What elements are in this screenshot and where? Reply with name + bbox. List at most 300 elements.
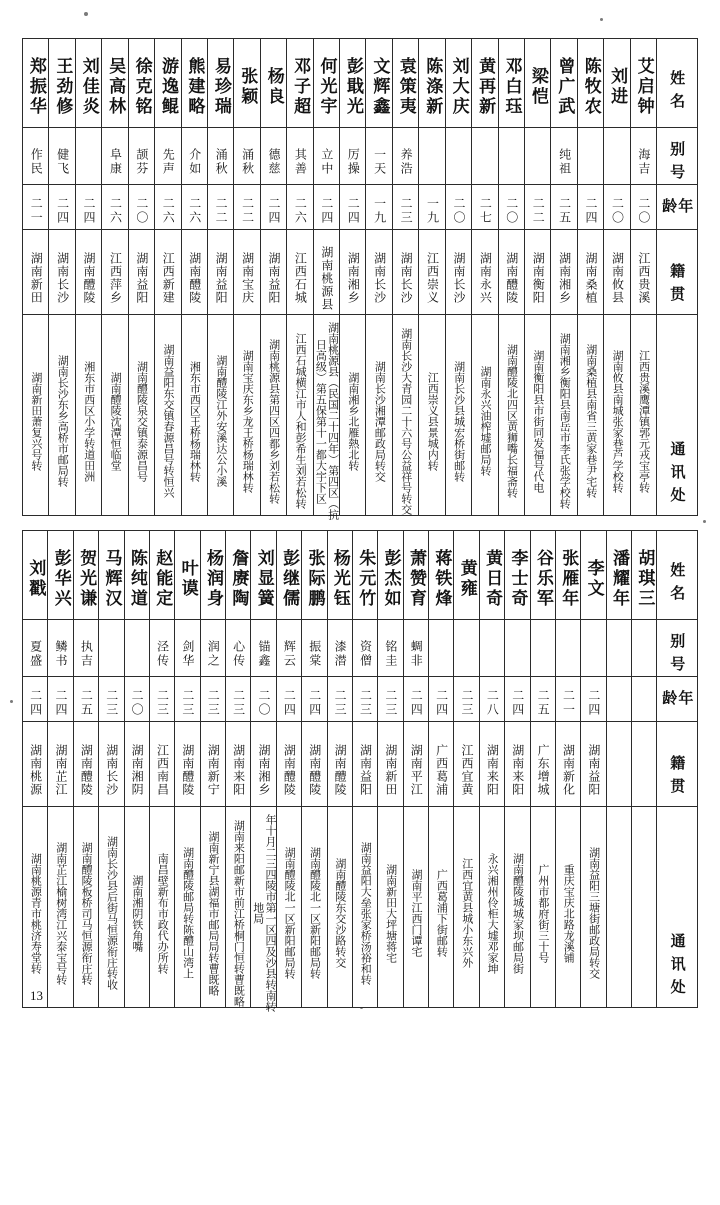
cell-text: 二四	[434, 689, 449, 717]
cell-native	[581, 722, 606, 807]
cell-name	[327, 531, 352, 620]
cell-text: 湖南醴陵江外安溪达公小溪	[214, 355, 228, 487]
cell-text: 湖南醴陵	[333, 744, 348, 796]
roster-table-lower	[22, 530, 698, 1012]
cell-alias	[498, 128, 524, 185]
cell-text: 湖南长沙	[451, 252, 466, 304]
cell-native	[454, 722, 479, 807]
cell-text: 二四	[282, 689, 297, 717]
cell-age	[577, 185, 603, 230]
cell-alias	[287, 128, 313, 185]
cell-age	[302, 677, 327, 722]
cell-text: 湖南长沙县后街马恒源衔庄转收	[105, 836, 119, 990]
cell-native	[207, 230, 233, 315]
cell-address	[124, 807, 149, 1008]
cell-text: 袁策夷	[395, 57, 416, 117]
cell-name	[23, 39, 49, 128]
cell-address	[606, 807, 631, 1008]
cell-name	[200, 531, 225, 620]
cell-alias	[551, 128, 577, 185]
column-header-name	[657, 39, 698, 128]
cell-native	[327, 722, 352, 807]
cell-address	[73, 807, 98, 1008]
cell-text: 二〇	[134, 197, 149, 225]
cell-age	[403, 677, 428, 722]
cell-age	[276, 677, 301, 722]
cell-text: 湖南益阳三塘街邮政局转交	[587, 847, 601, 979]
cell-text: 湖南桃源县（民国二十四年）第四区（抗日高级）第五保第十一都大宇下区	[314, 322, 340, 520]
cell-name	[505, 531, 530, 620]
cell-age	[366, 185, 392, 230]
cell-text: 湖南醴陵	[79, 744, 94, 796]
cell-text: 杨润身	[202, 549, 223, 609]
cell-age	[49, 185, 75, 230]
cell-text: 蜩非	[409, 640, 424, 668]
roster-tables	[22, 38, 698, 1012]
cell-alias	[630, 128, 656, 185]
cell-text: 湖南新宁	[206, 744, 221, 796]
cell-address	[155, 315, 181, 516]
cell-native	[23, 230, 49, 315]
cell-name	[581, 531, 606, 620]
cell-address	[207, 315, 233, 516]
cell-text: 湘东市西区小学转道田洲	[82, 360, 96, 482]
cell-text: 萧赞育	[405, 549, 426, 609]
cell-text: 二四	[510, 689, 525, 717]
cell-alias	[149, 620, 174, 677]
cell-native	[366, 230, 392, 315]
cell-name	[49, 39, 75, 128]
cell-name	[632, 531, 657, 620]
cell-native	[75, 230, 101, 315]
cell-text: 湖南醴陵沈潭恒临堂	[109, 371, 123, 471]
cell-text: 夏盛	[28, 640, 43, 668]
cell-address	[149, 807, 174, 1008]
cell-alias	[73, 620, 98, 677]
cell-age	[23, 185, 49, 230]
cell-text: 湖南醴陵城城家坝邮局街	[511, 852, 525, 974]
column-header-address	[657, 315, 698, 516]
cell-text: 江西崇义	[425, 252, 440, 304]
cell-address	[260, 315, 286, 516]
cell-text: 湖南醴陵	[187, 252, 202, 304]
cell-text: 二二	[214, 197, 229, 225]
cell-name	[577, 39, 603, 128]
cell-native	[352, 722, 377, 807]
cell-text: 二〇	[610, 197, 625, 225]
cell-text: 湖南来阳邮新市前江桥桐门恒转曹既略	[232, 819, 246, 1007]
cell-alias	[525, 128, 551, 185]
cell-text: 张际鹏	[304, 549, 325, 609]
cell-text: 贺光谦	[76, 549, 97, 609]
cell-address	[340, 315, 366, 516]
cell-text: 刘大庆	[448, 57, 469, 117]
cell-text: 湖南湘乡	[346, 252, 361, 304]
cell-text: 二四	[54, 689, 69, 717]
cell-text: 二六	[108, 197, 123, 225]
cell-age	[226, 677, 251, 722]
cell-text: 湖南芷江	[54, 744, 69, 796]
cell-text: 江西贵溪鹰潭镇郭元戎宝亭转	[637, 349, 651, 493]
column-header-native	[657, 722, 698, 807]
cell-address	[175, 807, 200, 1008]
cell-text: 文辉鑫	[369, 57, 390, 117]
column-header-text: 别号	[668, 633, 687, 679]
cell-age	[525, 185, 551, 230]
cell-text: 湖南永兴油榨墟邮局转	[479, 366, 493, 476]
cell-age	[155, 185, 181, 230]
cell-text: 李士奇	[507, 549, 528, 609]
column-header-native	[657, 230, 698, 315]
cell-alias	[472, 128, 498, 185]
cell-native	[630, 230, 656, 315]
cell-text: 铭圭	[383, 640, 398, 668]
cell-text: 润之	[206, 640, 221, 668]
cell-native	[340, 230, 366, 315]
cell-text: 湖南醴陵	[282, 744, 297, 796]
cell-age	[181, 185, 207, 230]
cell-text: 江西宜黄县城小东兴外	[460, 858, 474, 968]
cell-age	[287, 185, 313, 230]
cell-text: 湖南醴陵	[307, 744, 322, 796]
cell-text: 湖南醴陵	[180, 744, 195, 796]
cell-text: 漆潜	[333, 640, 348, 668]
cell-text: 湖南宝庆东乡龙王桥杨瑞林转	[241, 349, 255, 493]
cell-text: 二一	[29, 197, 44, 225]
roster-row-age	[23, 677, 698, 722]
cell-text: 广东增城	[536, 744, 551, 796]
cell-text: 江西崇义县景城内转	[426, 371, 440, 471]
cell-address	[276, 807, 301, 1008]
column-header-name	[657, 531, 698, 620]
cell-address	[366, 315, 392, 516]
cell-text: 其善	[293, 148, 308, 176]
cell-name	[630, 39, 656, 128]
cell-name	[234, 39, 260, 128]
cell-text: 陈牧农	[580, 57, 601, 117]
cell-alias	[479, 620, 504, 677]
cell-text: 介如	[187, 148, 202, 176]
roster-table-upper	[22, 38, 698, 520]
cell-age	[498, 185, 524, 230]
cell-age	[175, 677, 200, 722]
column-header-address	[657, 807, 698, 1008]
cell-name	[226, 531, 251, 620]
cell-text: 彭戢光	[342, 57, 363, 117]
cell-name	[366, 39, 392, 128]
cell-native	[403, 722, 428, 807]
cell-text: 广西葛浦	[434, 744, 449, 796]
cell-text: 潘耀年	[608, 549, 629, 609]
cell-text: 何光宇	[316, 57, 337, 117]
cell-native	[472, 230, 498, 315]
cell-text: 邓白珏	[501, 57, 522, 117]
cell-name	[479, 531, 504, 620]
cell-text: 湖南益阳东交镇春源昌号转恒兴	[161, 344, 175, 498]
cell-text: 刘戳	[25, 559, 46, 599]
cell-text: 胡琪三	[634, 549, 655, 609]
cell-name	[175, 531, 200, 620]
cell-age	[632, 677, 657, 722]
cell-text: 湖南湘乡衡阳县南岳市李氏张学校转	[558, 333, 572, 509]
cell-text: 刘佳炎	[78, 57, 99, 117]
cell-text: 易珍瑞	[210, 57, 231, 117]
cell-text: 锚鑫	[257, 640, 272, 668]
cell-alias	[226, 620, 251, 677]
cell-address	[75, 315, 101, 516]
cell-text: 二〇	[504, 197, 519, 225]
cell-age	[251, 677, 276, 722]
column-header-text: 通讯处	[668, 440, 687, 510]
cell-text: 厉操	[346, 148, 361, 176]
cell-age	[75, 185, 101, 230]
cell-text: 湖南湘阴	[130, 744, 145, 796]
cell-alias	[102, 128, 128, 185]
cell-name	[128, 39, 154, 128]
cell-text: 朱元竹	[355, 549, 376, 609]
cell-text: 游逸鲲	[158, 57, 178, 117]
cell-text: 二三	[180, 689, 195, 717]
cell-text: 梁恺	[527, 67, 548, 107]
cell-text: 二四	[266, 197, 281, 225]
cell-native	[505, 722, 530, 807]
cell-text: 二四	[319, 197, 334, 225]
cell-text: 二六	[293, 197, 308, 225]
cell-address	[181, 315, 207, 516]
cell-text: 湖南芷江榆树湾江兴泰宝号转	[54, 841, 68, 985]
cell-text: 二三	[333, 689, 348, 717]
cell-text: 资僧	[358, 640, 373, 668]
cell-age	[128, 185, 154, 230]
cell-alias	[313, 128, 339, 185]
cell-native	[73, 722, 98, 807]
cell-text: 谷乐军	[532, 549, 553, 609]
cell-text: 江西贵溪	[636, 252, 651, 304]
cell-text: 湖南桃源	[28, 744, 43, 796]
cell-text: 德慈	[266, 148, 281, 176]
cell-text: 二五	[79, 689, 94, 717]
cell-text: 湖南桃源县第四区四都乡刘若松转	[267, 338, 281, 504]
cell-age	[630, 185, 656, 230]
cell-text: 永兴湘州伶柜大墟邓家坤	[486, 852, 500, 974]
cell-alias	[581, 620, 606, 677]
column-header-text: 年龄	[660, 197, 695, 221]
cell-address	[128, 315, 154, 516]
cell-text: 心传	[231, 640, 246, 668]
cell-address	[49, 315, 75, 516]
cell-text: 湖南醴陵	[504, 252, 519, 304]
cell-text: 二四	[55, 197, 70, 225]
cell-text: 湖南醴陵板桥司马恒源衔庄转	[80, 841, 94, 985]
cell-native	[234, 230, 260, 315]
cell-address	[327, 807, 352, 1008]
cell-alias	[207, 128, 233, 185]
cell-text: 湖南新田大坪塘蒋宅	[384, 863, 398, 963]
cell-address	[287, 315, 313, 516]
cell-alias	[276, 620, 301, 677]
column-header-text: 姓名	[668, 70, 687, 116]
column-header-text: 通讯处	[668, 932, 687, 1002]
cell-text: 二七	[478, 197, 493, 225]
cell-name	[155, 39, 181, 128]
cell-age	[234, 185, 260, 230]
cell-alias	[555, 620, 580, 677]
cell-text: 振棠	[307, 640, 322, 668]
cell-age	[73, 677, 98, 722]
cell-text: 陈涤新	[422, 57, 443, 117]
cell-text: 南昌壁新布市政代办所转	[156, 852, 170, 974]
cell-alias	[251, 620, 276, 677]
cell-text: 马辉汉	[101, 549, 122, 609]
cell-text: 湖南湘乡北雁熱北转	[346, 371, 360, 471]
cell-alias	[366, 128, 392, 185]
column-header-text: 籍贯	[668, 263, 687, 309]
cell-text: 黄日奇	[482, 549, 503, 609]
cell-alias	[327, 620, 352, 677]
cell-address	[525, 315, 551, 516]
cell-text: 二三	[206, 689, 221, 717]
cell-address	[551, 315, 577, 516]
cell-text: 湖南新田	[29, 252, 44, 304]
cell-age	[392, 185, 418, 230]
cell-text: 郑振华	[25, 57, 46, 117]
cell-text: 邓子超	[290, 57, 311, 117]
cell-text: 湖南长沙	[372, 252, 387, 304]
cell-name	[276, 531, 301, 620]
cell-text: 泾传	[155, 640, 170, 668]
cell-alias	[530, 620, 555, 677]
cell-text: 湖南醴陵北四区黄狮嘴长福斋转	[505, 344, 519, 498]
cell-alias	[200, 620, 225, 677]
cell-alias	[128, 128, 154, 185]
cell-text: 湖南长沙	[399, 252, 414, 304]
cell-address	[200, 807, 225, 1008]
column-header-alias	[657, 128, 698, 185]
cell-alias	[577, 128, 603, 185]
cell-text: 湖南桃源县	[319, 245, 334, 311]
cell-text: 湖南新田萧复兴号转	[29, 371, 43, 471]
cell-native	[251, 722, 276, 807]
cell-address	[429, 807, 454, 1008]
cell-age	[352, 677, 377, 722]
cell-text: 湖南醴陵北一区新阳邮局转	[308, 847, 322, 979]
cell-text: 二二	[531, 197, 546, 225]
cell-age	[340, 185, 366, 230]
cell-text: 二四	[28, 689, 43, 717]
cell-alias	[606, 620, 631, 677]
cell-age	[200, 677, 225, 722]
cell-alias	[48, 620, 73, 677]
column-header-text: 姓名	[668, 562, 687, 608]
cell-text: 颉芬	[134, 148, 149, 176]
cell-text: 湖南宝庆	[240, 252, 255, 304]
cell-address	[472, 315, 498, 516]
cell-text: 张雁年	[558, 549, 579, 609]
cell-native	[226, 722, 251, 807]
cell-text: 江西新建	[161, 252, 176, 304]
cell-text: 彭继儒	[279, 549, 300, 609]
cell-text: 二〇	[130, 689, 145, 717]
cell-name	[313, 39, 339, 128]
cell-text: 辉云	[282, 640, 297, 668]
cell-alias	[632, 620, 657, 677]
cell-address	[498, 315, 524, 516]
cell-age	[378, 677, 403, 722]
roster-row-address	[23, 315, 698, 516]
cell-text: 湖南醴陵泉交镇泰源昌号	[135, 360, 149, 482]
cell-alias	[49, 128, 75, 185]
cell-address	[392, 315, 418, 516]
cell-name	[302, 531, 327, 620]
cell-text: 二一	[561, 689, 576, 717]
cell-text: 湖南平江	[409, 744, 424, 796]
cell-address	[234, 315, 260, 516]
cell-text: 湖南攸县南城张家巷芦学校转	[611, 349, 625, 493]
cell-age	[124, 677, 149, 722]
cell-text: 二三	[155, 689, 170, 717]
cell-alias	[454, 620, 479, 677]
cell-address	[632, 807, 657, 1008]
cell-age	[604, 185, 630, 230]
cell-name	[340, 39, 366, 128]
cell-native	[124, 722, 149, 807]
column-header-text: 籍贯	[668, 755, 687, 801]
cell-alias	[99, 620, 124, 677]
cell-text: 曾广武	[554, 57, 575, 117]
cell-text: 重庆宝庆北路龙溪铺	[562, 863, 576, 963]
cell-text: 湖南永兴	[478, 252, 493, 304]
cell-native	[378, 722, 403, 807]
cell-native	[49, 230, 75, 315]
page-number: 13	[30, 988, 43, 1003]
cell-name	[352, 531, 377, 620]
cell-alias	[340, 128, 366, 185]
cell-text: 湖南醴陵	[82, 252, 97, 304]
cell-text: 王劲修	[52, 57, 73, 117]
cell-text: 广西葛浦下街邮转	[435, 869, 449, 957]
cell-text: 叶谟	[177, 559, 198, 599]
cell-text: 海吉	[636, 148, 651, 176]
cell-text: 湖南益阳大垒张家桥汤裕和转	[359, 841, 373, 985]
cell-text: 湖南醴陵北一区新阳邮局转	[283, 847, 297, 979]
cell-text: 鳞书	[54, 640, 69, 668]
cell-text: 杨光钰	[329, 549, 350, 609]
cell-text: 江西宜黄	[460, 744, 475, 796]
cell-text: 二〇	[451, 197, 466, 225]
column-header-alias	[657, 620, 698, 677]
cell-native	[530, 722, 555, 807]
cell-text: 二三	[383, 689, 398, 717]
cell-text: 湖南来阳	[510, 744, 525, 796]
cell-alias	[445, 128, 471, 185]
cell-text: 江西石城横江市人和彭希生刘若松转	[294, 333, 308, 509]
cell-native	[429, 722, 454, 807]
cell-alias	[75, 128, 101, 185]
cell-text: 一天	[372, 148, 387, 176]
cell-native	[479, 722, 504, 807]
cell-address	[419, 315, 445, 516]
cell-text: 湖南湘乡	[257, 744, 272, 796]
cell-age	[327, 677, 352, 722]
cell-age	[48, 677, 73, 722]
cell-age	[313, 185, 339, 230]
cell-text: 湖南衡阳	[531, 252, 546, 304]
cell-text: 一九	[372, 197, 387, 225]
cell-native	[155, 230, 181, 315]
cell-age	[606, 677, 631, 722]
column-header-text: 别号	[668, 141, 687, 187]
cell-text: 詹赓陶	[228, 549, 249, 609]
